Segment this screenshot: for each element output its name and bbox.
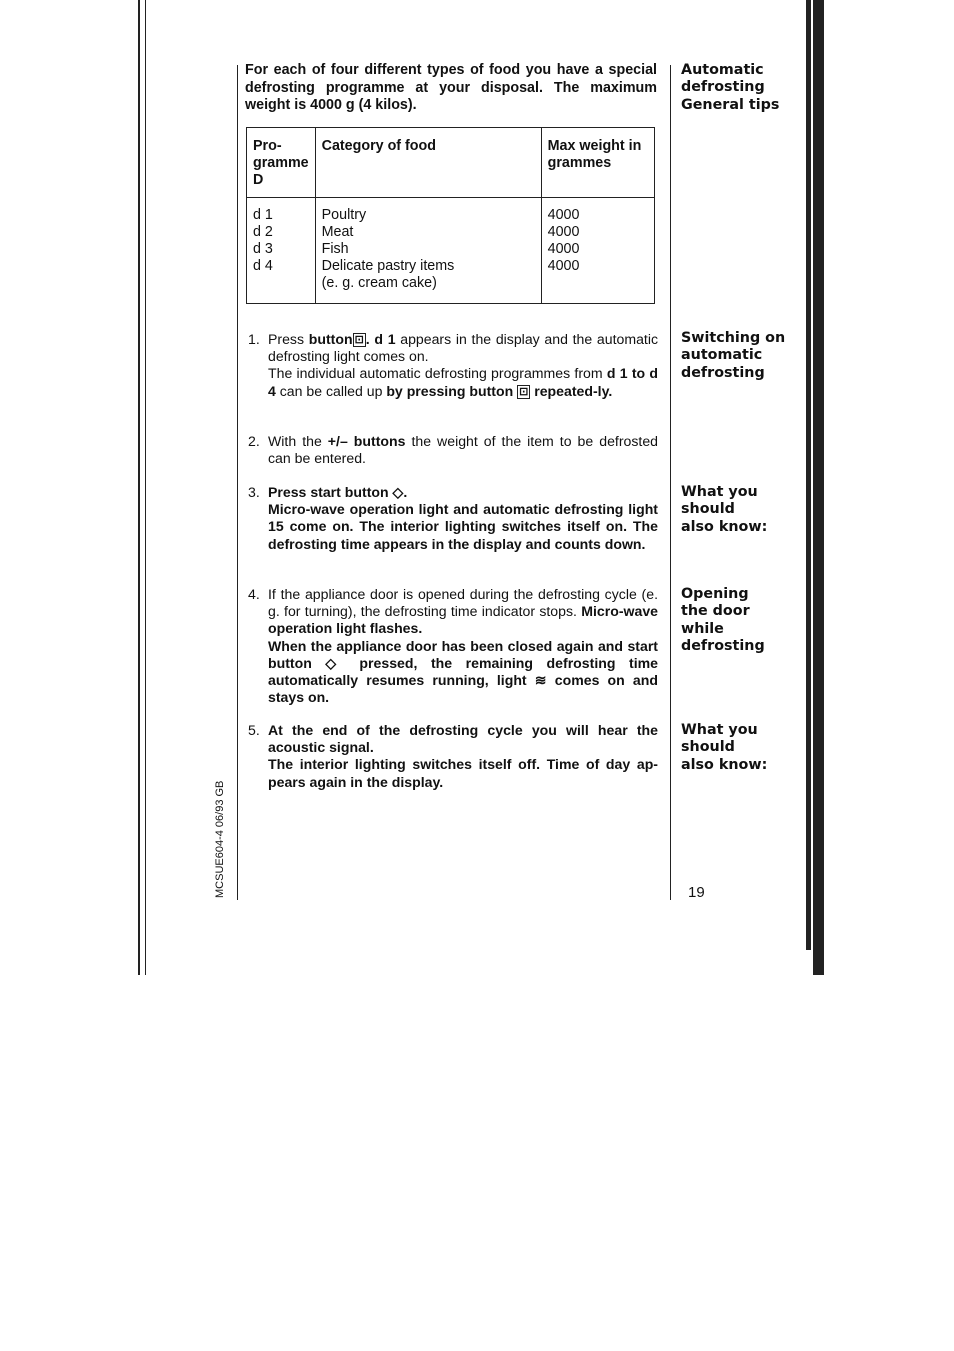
page-edge-bar [806,0,811,950]
category-value: Meat [321,224,354,240]
document-code: MCSUE604-4 06/93 GB [214,780,226,898]
step-number: 4. [248,586,260,602]
step-2 [248,433,658,467]
binding-line [138,0,140,975]
step-text [268,586,658,706]
step-text [268,484,658,553]
sidebar-heading-what-you-know: What you should also know: [681,484,768,535]
step-number: 3. [248,484,260,500]
step-text [268,722,658,791]
step-5 [248,722,658,791]
step-text-part: When the appliance door has been closed again and start button ◇ pressed, the remaining defrosting time automatically resumes running, light ≋ comes on and stays on. [268,637,658,706]
programme-value: d 4 [253,258,273,274]
step-text-part: Press start button ◇. [268,484,408,500]
step-text [268,331,658,400]
table-row [247,198,655,304]
weight-value: 4000 [547,224,580,240]
step-text [268,433,658,467]
step-text-part: by pressing button [386,382,514,399]
step-text-part: If the appliance door is opened during the defrosting cycle (e. g. for turning), the defrosting time indicator stops. [268,586,658,620]
weight-value: 4000 [547,241,580,257]
step-text-part: button [308,331,353,347]
category-cell [315,198,541,304]
programme-value: d 1 [253,207,273,223]
header-category: Category of food [315,128,541,198]
header-programme: Pro- gramme D [247,128,316,198]
sidebar-heading-switching-on: Switching on automatic defrosting [681,330,786,381]
step-4 [248,586,658,706]
weight-cell [541,198,654,304]
step-text-part: +/– buttons [327,433,406,449]
step-text-part: d 1 to d 4 [268,365,658,399]
step-text-part: The interior lighting switches itself off. Time of day ap-pears again in the display. [268,756,658,790]
step-text-part: Micro-wave operation light flashes. [268,603,658,637]
header-max-weight: Max weight in grammes [541,128,654,198]
step-3 [248,484,658,553]
step-text-part: can be called up [275,382,387,399]
step-text-part: At the end of the defrosting cycle you will hear the acoustic signal. [268,722,658,756]
step-number: 1. [248,331,260,347]
table-header-row [247,128,655,198]
weight-value: 4000 [547,207,580,223]
category-value: Poultry [321,207,367,223]
sidebar-heading-opening-door: Opening the door while defrosting [681,586,765,654]
defrost-table [246,127,655,304]
programme-value: d 2 [253,224,273,240]
page-number: 19 [688,884,705,901]
step-text-part: The individual automatic defrosting programmes from [268,365,607,382]
step-text-part: appears in the display and the automatic defrosting light comes on. [268,331,658,365]
defrost-button-icon: ⊡ [354,334,364,346]
defrost-button-icon: ⊡ [519,385,529,398]
category-value: Fish [321,241,349,257]
step-1 [248,331,658,400]
category-value: Delicate pastry items [321,258,455,274]
step-text-part: With the [268,433,328,449]
column-rule-left [237,65,238,900]
programme-value: d 3 [253,241,273,257]
step-text-part: repeated-ly. [530,382,613,399]
weight-value: 4000 [547,258,580,274]
binding-line [145,0,146,975]
page-edge-bar [813,0,824,975]
step-text-part: Micro-wave operation light and automatic defrosting light 15 come on. The interior lighting switches itself on. The defrosting time appears in the display and counts down. [268,501,658,552]
category-note: (e. g. cream cake) [321,275,437,291]
step-number: 2. [248,433,260,449]
step-text-part: the weight of the item to be defrosted can be entered. [268,433,658,467]
step-number: 5. [248,722,260,738]
sidebar-heading-general-tips: Automatic defrosting General tips [681,62,780,113]
step-text-part: Press [268,331,309,347]
column-rule-right [670,65,671,900]
step-text-part: . d 1 [365,331,396,347]
intro-paragraph: For each of four different types of food you have a special defrosting programme at your disposal. The maximum weight is 4000 g (4 kilos). [245,62,657,113]
programme-cell [247,198,316,304]
sidebar-heading-what-you-know: What you should also know: [681,722,768,773]
